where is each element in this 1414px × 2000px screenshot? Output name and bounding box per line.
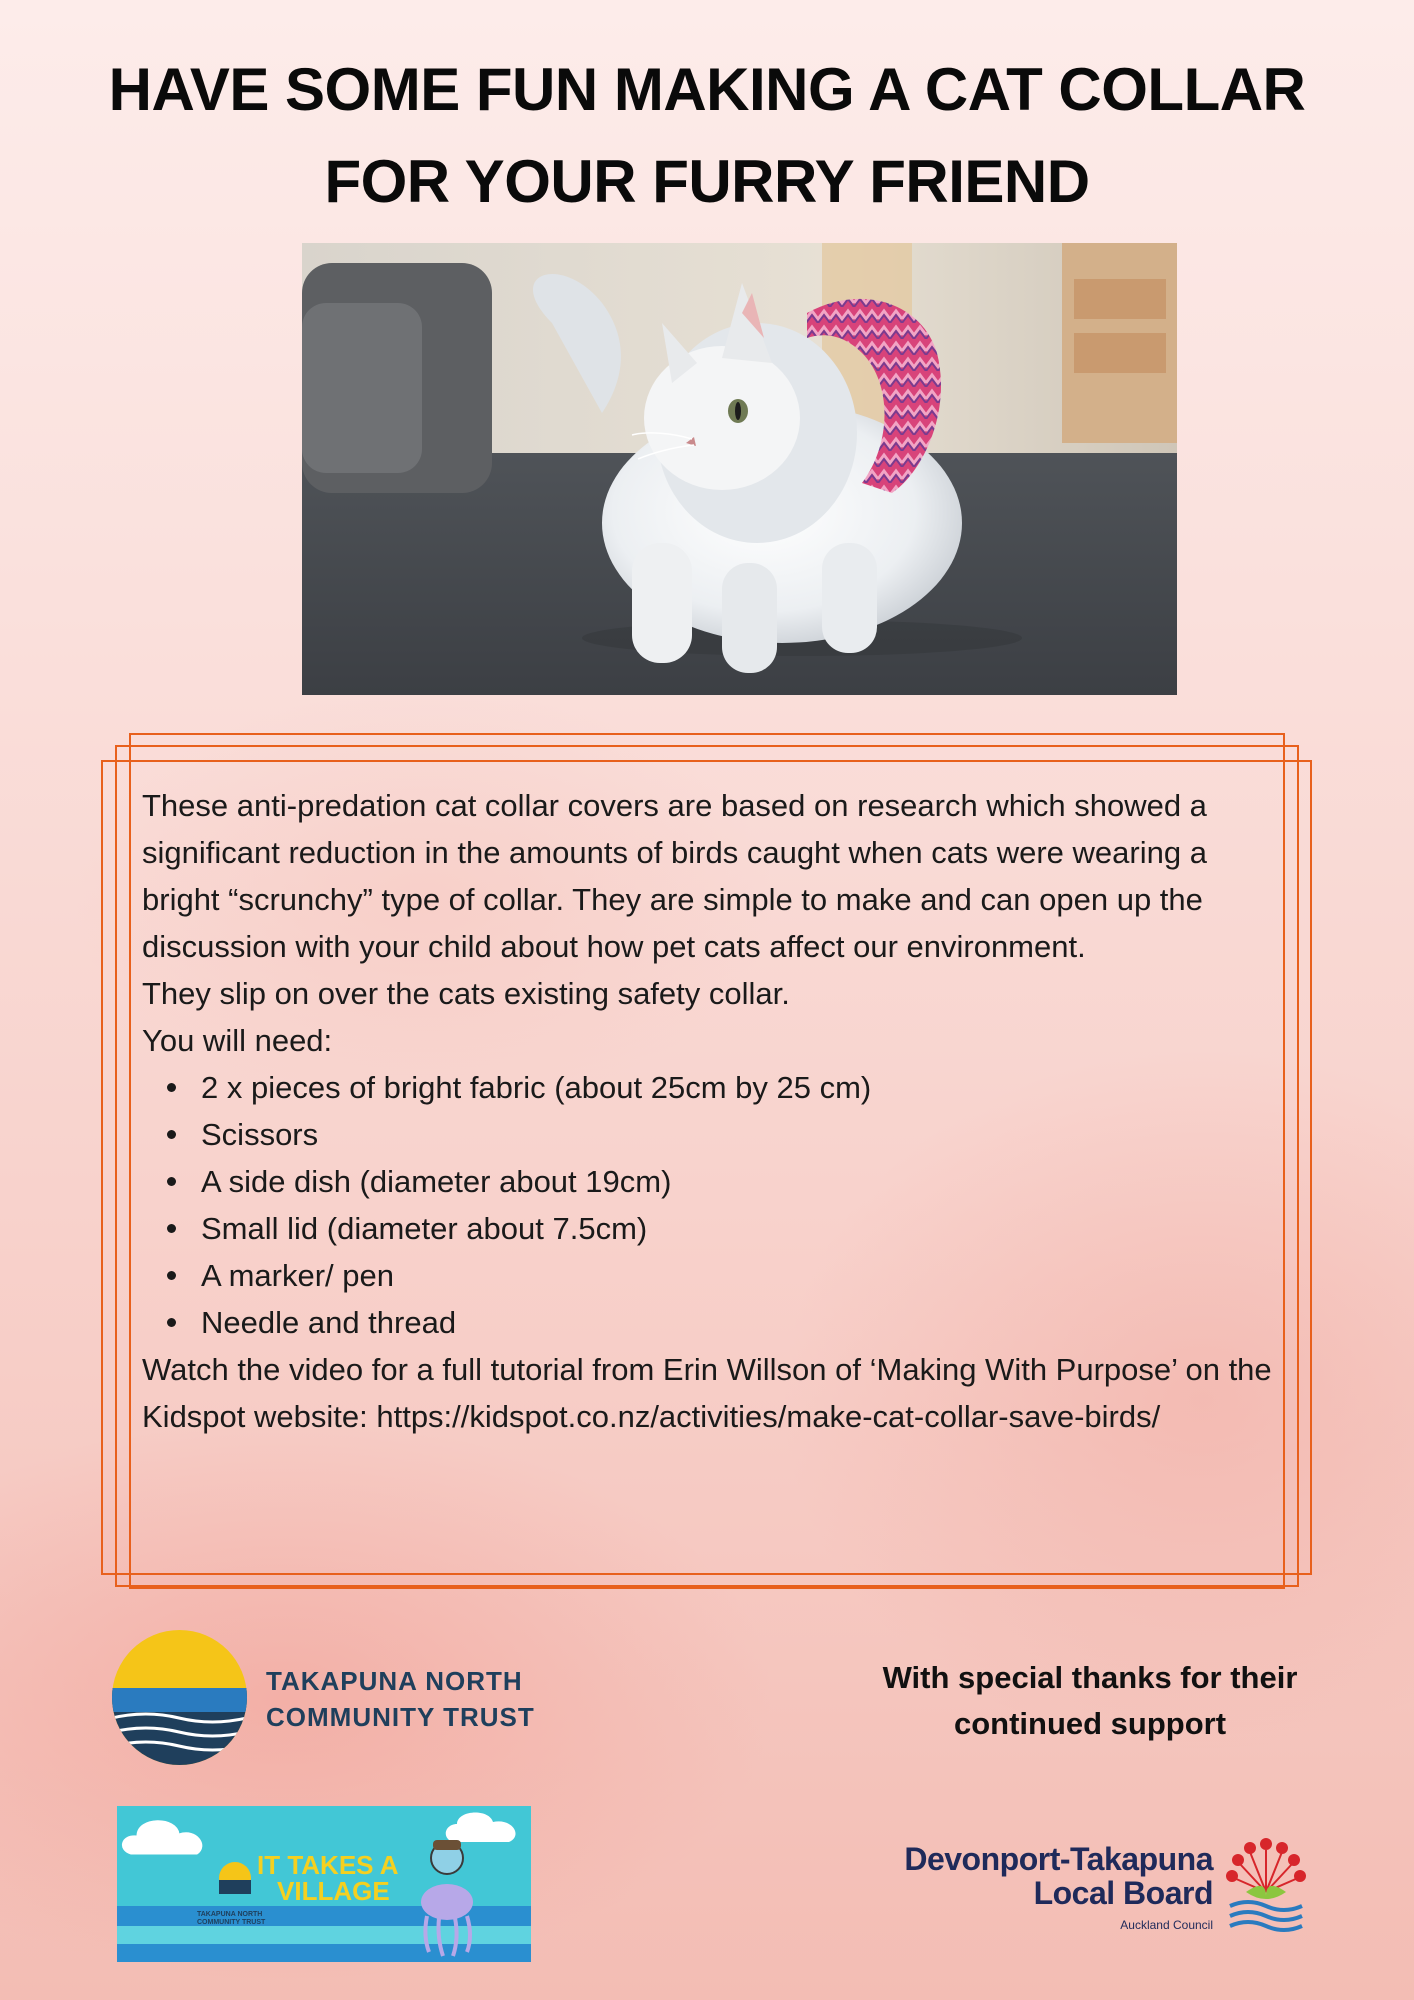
materials-item: Small lid (diameter about 7.5cm) xyxy=(142,1205,1272,1252)
materials-list xyxy=(142,1064,1272,1346)
tnct-name xyxy=(266,1663,535,1735)
board-sub: Auckland Council xyxy=(1120,1918,1213,1932)
board-name-line-1: Devonport-Takapuna xyxy=(904,1841,1213,1877)
board-name xyxy=(904,1842,1213,1910)
materials-item: 2 x pieces of bright fabric (about 25cm by 25 cm) xyxy=(142,1064,1272,1111)
instructions-text xyxy=(142,782,1272,1440)
village-line-1: IT TAKES A xyxy=(257,1850,399,1880)
thanks-note xyxy=(840,1655,1340,1747)
slip-on-note: They slip on over the cats existing safety collar. xyxy=(142,976,790,1011)
tnct-name-line-2: COMMUNITY TRUST xyxy=(266,1702,535,1732)
pohutukawa-flower-icon xyxy=(1224,1834,1308,1934)
intro-paragraph: These anti-predation cat collar covers are based on research which showed a significant reduction in the amounts of birds caught when cats were wearing a bright “scrunchy” type of collar. They are simple to make and can open up the discussion with your child about how pet cats affect our environment. xyxy=(142,788,1207,964)
video-tutorial-note: Watch the video for a full tutorial from Erin Willson of ‘Making With Purpose’ on the Kidspot website: https://kidspot.co.nz/activities/make-cat-collar-save-birds/ xyxy=(142,1352,1272,1434)
board-name-line-2: Local Board xyxy=(1033,1875,1213,1911)
cat-collar-photo xyxy=(302,243,1177,695)
thanks-line-2: continued support xyxy=(953,1706,1227,1741)
materials-item: Scissors xyxy=(142,1111,1272,1158)
devonport-takapuna-local-board-logo xyxy=(872,1842,1308,1942)
title-line-1: HAVE SOME FUN MAKING A CAT COLLAR xyxy=(108,56,1306,123)
village-line-2: VILLAGE xyxy=(277,1876,390,1906)
materials-item: A marker/ pen xyxy=(142,1252,1272,1299)
it-takes-a-village-banner xyxy=(117,1806,531,1962)
materials-item: Needle and thread xyxy=(142,1299,1272,1346)
tnct-name-line-1: TAKAPUNA NORTH xyxy=(266,1666,523,1696)
materials-item: A side dish (diameter about 19cm) xyxy=(142,1158,1272,1205)
thanks-line-1: With special thanks for their xyxy=(882,1660,1298,1695)
village-small-line-1: TAKAPUNA NORTH xyxy=(197,1911,263,1918)
sun-over-sea-icon xyxy=(112,1630,247,1765)
title-line-2: FOR YOUR FURRY FRIEND xyxy=(324,148,1090,215)
village-small-line-2: COMMUNITY TRUST xyxy=(197,1919,266,1926)
materials-heading: You will need: xyxy=(142,1023,333,1058)
page-title xyxy=(30,44,1384,228)
